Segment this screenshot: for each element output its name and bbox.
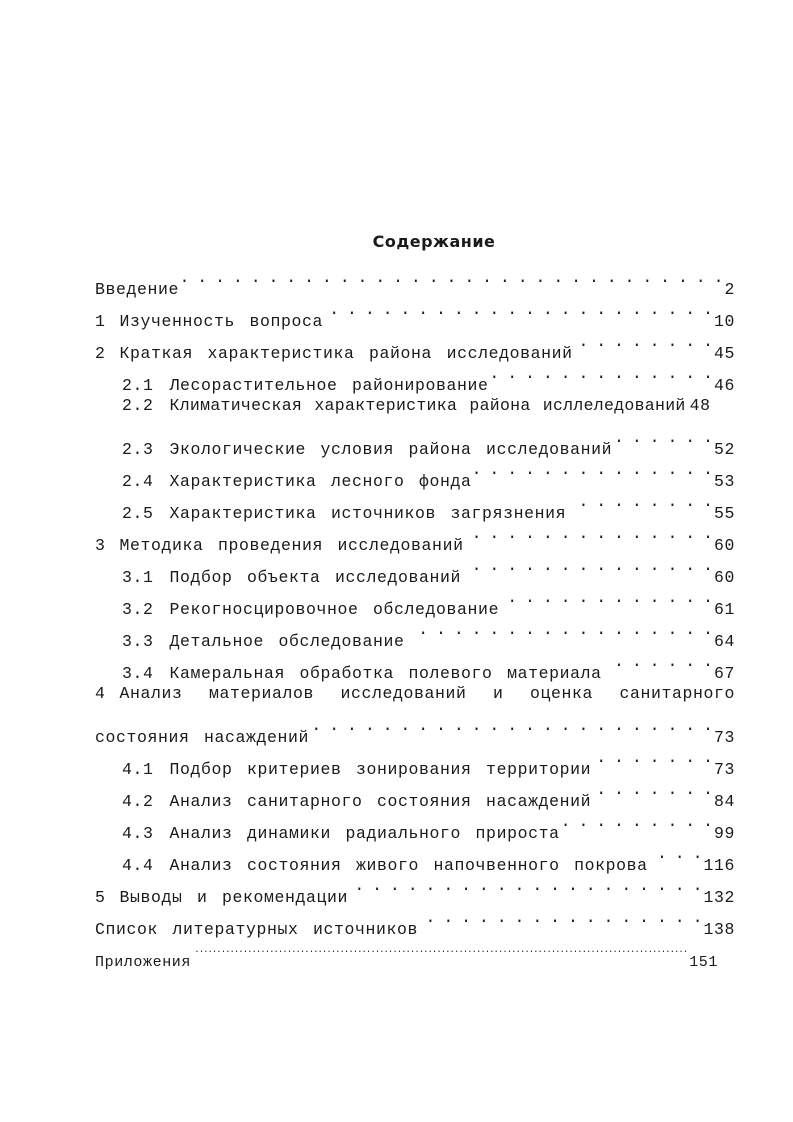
leader-dots	[463, 550, 712, 582]
entry-page: 73	[713, 728, 735, 747]
entry-page: 132	[703, 888, 735, 907]
leader-dots	[568, 486, 712, 518]
entry-page: 73	[713, 760, 735, 779]
entry-label: Список литературных источников	[95, 920, 419, 939]
entry-number: 2.4	[122, 472, 154, 491]
entry-page: 60	[713, 568, 735, 587]
word: и	[493, 684, 504, 703]
entry-number: 2.2	[122, 396, 154, 415]
entry-label: Краткая характеристика района исследований	[119, 344, 573, 363]
leader-dots	[562, 806, 712, 838]
entry-page: 67	[713, 664, 735, 683]
leader-dots	[350, 870, 701, 902]
word: Анализ	[119, 684, 183, 703]
entry-page: 52	[713, 440, 735, 459]
entry-label: Анализ состояния живого напочвенного покрова	[169, 856, 648, 875]
word: материалов	[209, 684, 315, 703]
entry-page: 2	[724, 280, 735, 299]
entry-label: Детальное обследование	[169, 632, 405, 651]
entry-number: 4.2	[122, 792, 154, 811]
word: исследований	[340, 684, 467, 703]
toc-title: Содержание	[372, 232, 496, 251]
word: оценка	[529, 684, 593, 703]
entry-label: Изученность вопроса	[119, 312, 324, 331]
entry-page: 10	[713, 312, 735, 331]
entry-label: Анализ санитарного состояния насаждений	[169, 792, 592, 811]
entry-label: Рекогносцировочное обследование	[169, 600, 500, 619]
entry-number: 4.3	[122, 824, 154, 843]
entry-number: 4.1	[122, 760, 154, 779]
leader-dots	[575, 326, 712, 358]
entry-label: Выводы и рекомендации	[119, 888, 349, 907]
entry-number: 3.4	[122, 664, 154, 683]
entry-page: 138	[703, 920, 735, 939]
entry-number: 4	[95, 684, 106, 703]
entry-number: 1	[95, 312, 106, 331]
entry-page: 46	[713, 376, 735, 395]
entry-label-words	[120, 678, 735, 710]
entry-page: 60	[713, 536, 735, 555]
entry-number: 4.4	[122, 856, 154, 875]
leader-dots	[491, 358, 712, 390]
entry-page: 53	[713, 472, 735, 491]
entry-number: 2.5	[122, 504, 154, 523]
entry-page: 116	[703, 856, 735, 875]
table-of-contents	[95, 262, 735, 971]
leader-dots	[474, 454, 712, 486]
entry-page: 55	[713, 504, 735, 523]
entry-page: 45	[713, 344, 735, 363]
leader-dots	[407, 614, 712, 646]
entry-page: 48	[689, 396, 711, 415]
leader-dots	[466, 518, 712, 550]
leader-dots	[311, 710, 712, 742]
entry-number: 2.3	[122, 440, 154, 459]
toc-entry-introduction[interactable]	[95, 262, 735, 299]
leader-dots	[193, 934, 687, 966]
leader-dots	[420, 902, 701, 934]
toc-entry-1[interactable]	[95, 294, 735, 331]
entry-page: 64	[713, 632, 735, 651]
entry-page: 61	[713, 600, 735, 619]
leader-dots	[650, 838, 702, 870]
entry-number: 2.1	[122, 376, 154, 395]
entry-label: Характеристика лесного фонда	[169, 472, 472, 491]
toc-entry-2-3[interactable]	[95, 422, 735, 459]
leader-dots	[593, 742, 712, 774]
leader-dots	[604, 646, 712, 678]
leader-dots	[181, 262, 722, 294]
entry-label: Методика проведения исследований	[119, 536, 464, 555]
toc-entry-4-line1[interactable]	[95, 678, 735, 710]
entry-number: 5	[95, 888, 106, 907]
entry-label: Лесорастительное районирование	[169, 376, 489, 395]
entry-label: Климатическая характеристика района исллеледований	[169, 396, 686, 415]
entry-number: 3.1	[122, 568, 154, 587]
entry-page: 99	[713, 824, 735, 843]
toc-entry-2-2[interactable]	[95, 390, 735, 422]
entry-number: 3	[95, 536, 106, 555]
leader-dots	[593, 774, 712, 806]
leader-dots	[501, 582, 712, 614]
entry-label-cont: состояния насаждений	[95, 728, 310, 747]
entry-number: 3.2	[122, 600, 154, 619]
entry-label: Подбор объекта исследований	[169, 568, 462, 587]
entry-label: Введение	[95, 280, 180, 299]
entry-label: Экологические условия района исследований	[169, 440, 613, 459]
entry-label: Характеристика источников загрязнения	[169, 504, 567, 523]
word: санитарного	[619, 684, 735, 703]
leader-dots	[614, 422, 712, 454]
toc-entry-4-line2[interactable]	[95, 710, 735, 747]
entry-label: Приложения	[95, 954, 192, 971]
entry-label: Анализ динамики радиального прироста	[169, 824, 560, 843]
entry-label: Подбор критериев зонирования территории	[169, 760, 592, 779]
entry-page: 151	[689, 954, 718, 971]
entry-page: 84	[713, 792, 735, 811]
entry-label: Камеральная обработка полевого материала	[169, 664, 602, 683]
entry-number: 2	[95, 344, 106, 363]
entry-number: 3.3	[122, 632, 154, 651]
leader-dots	[325, 294, 712, 326]
